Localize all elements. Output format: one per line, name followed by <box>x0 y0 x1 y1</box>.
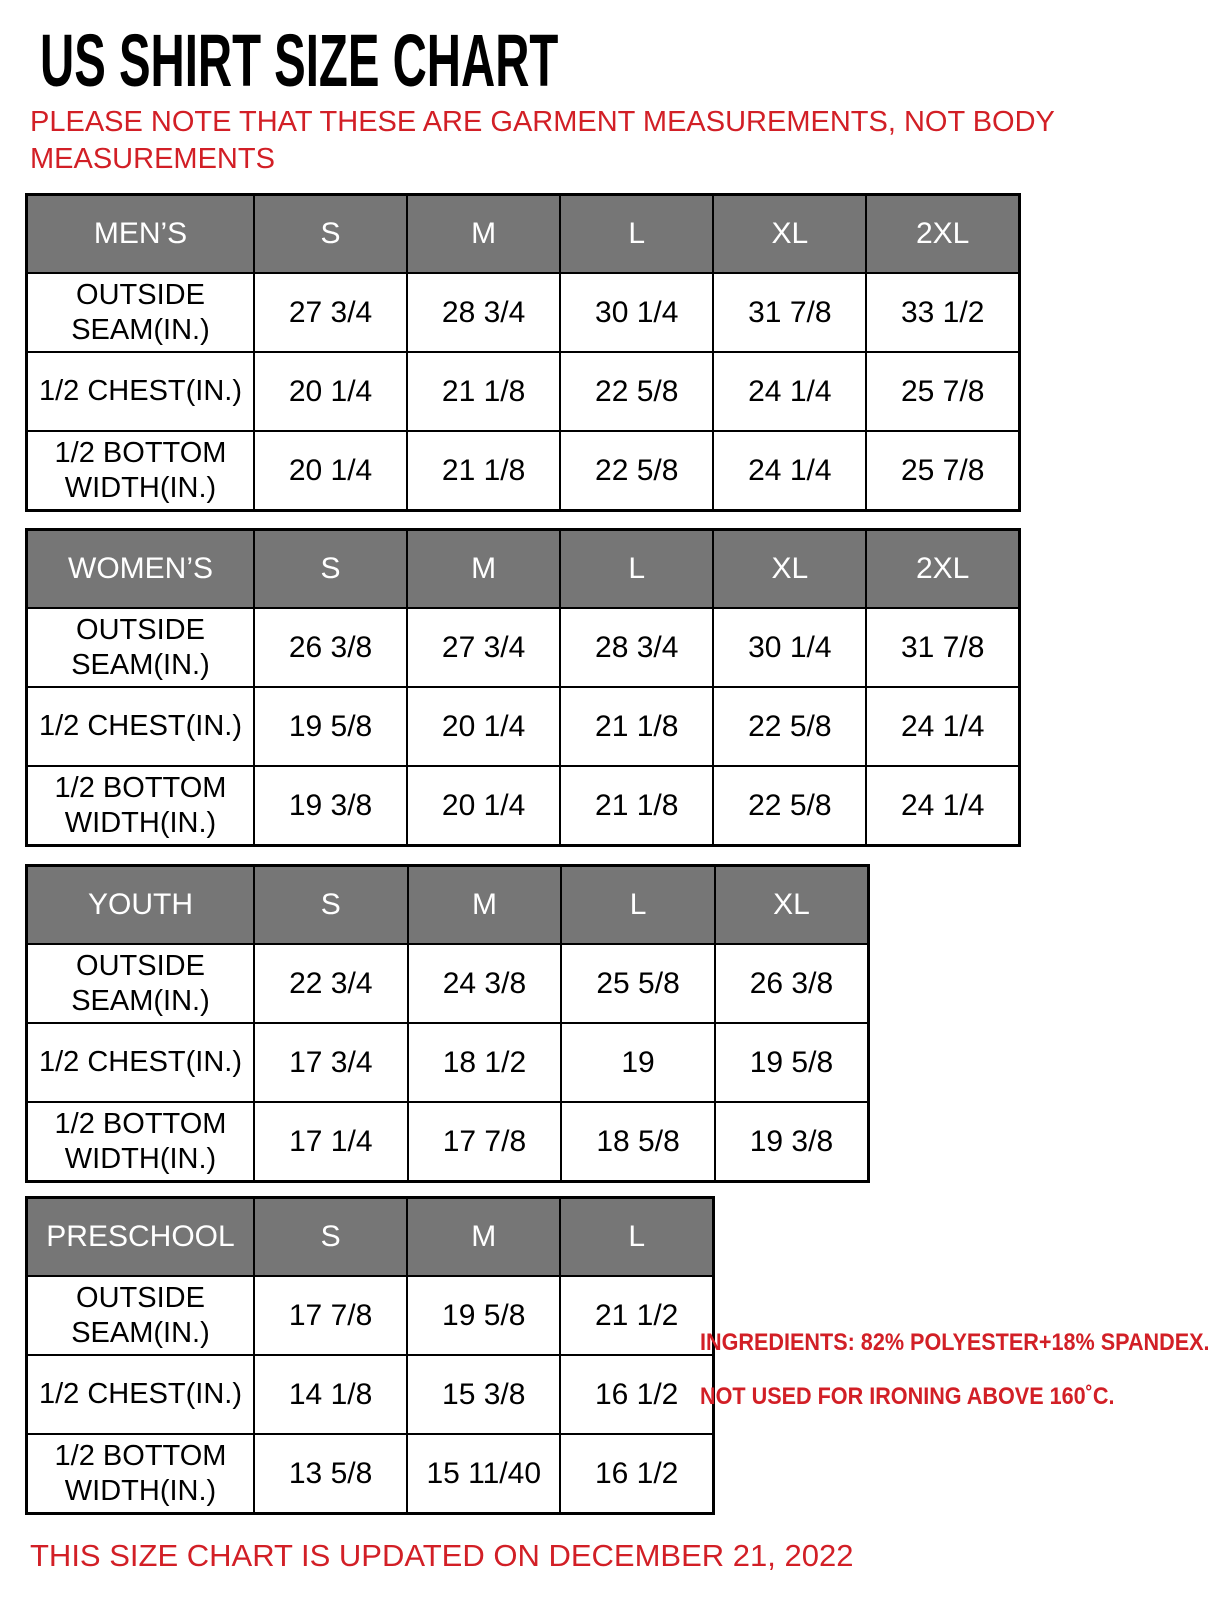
measurement-value: 17 3/4 <box>254 1023 408 1102</box>
group-header-cell: PRESCHOOL <box>27 1198 255 1277</box>
measurement-value: 24 1/4 <box>866 687 1019 766</box>
measurement-value: 21 1/8 <box>407 352 560 431</box>
measurement-value: 19 3/8 <box>715 1102 869 1182</box>
measurement-value: 22 5/8 <box>713 687 866 766</box>
size-header-row <box>27 1198 714 1277</box>
size-column-header: S <box>254 866 408 945</box>
measurement-value: 22 3/4 <box>254 944 408 1023</box>
measurement-label: 1/2 CHEST(IN.) <box>27 1023 255 1102</box>
measurement-value: 21 1/8 <box>560 687 713 766</box>
measurement-value: 25 5/8 <box>561 944 715 1023</box>
size-column-header: L <box>560 530 713 609</box>
preschool-size-table <box>25 1196 715 1515</box>
measurement-value: 21 1/8 <box>407 431 560 511</box>
measurement-value: 15 3/8 <box>407 1355 560 1434</box>
measurement-value: 14 1/8 <box>254 1355 407 1434</box>
measurement-value: 20 1/4 <box>254 352 407 431</box>
measurement-value: 25 7/8 <box>866 352 1019 431</box>
size-column-header: M <box>407 195 560 274</box>
measurement-label: 1/2 CHEST(IN.) <box>27 687 255 766</box>
ingredients-line-2: NOT USED FOR IRONING ABOVE 160˚C. <box>700 1383 1115 1410</box>
size-header-row <box>27 866 869 945</box>
size-column-header: S <box>254 195 407 274</box>
size-column-header: S <box>254 530 407 609</box>
size-header-row <box>27 195 1020 274</box>
measurement-value: 16 1/2 <box>560 1434 713 1514</box>
measurement-value: 20 1/4 <box>407 687 560 766</box>
measurement-value: 28 3/4 <box>407 273 560 352</box>
measurement-row <box>27 1023 869 1102</box>
measurement-label: 1/2 BOTTOM WIDTH(IN.) <box>27 1102 255 1182</box>
measurement-value: 17 7/8 <box>254 1276 407 1355</box>
measurement-row <box>27 766 1020 846</box>
measurement-label: OUTSIDE SEAM(IN.) <box>27 273 255 352</box>
size-column-header: 2XL <box>866 530 1019 609</box>
size-column-header: L <box>561 866 715 945</box>
size-column-header: XL <box>713 195 866 274</box>
measurement-value: 28 3/4 <box>560 608 713 687</box>
measurement-label: 1/2 BOTTOM WIDTH(IN.) <box>27 766 255 846</box>
youth-size-table <box>25 864 870 1183</box>
size-column-header: M <box>407 1198 560 1277</box>
group-header-cell: YOUTH <box>27 866 255 945</box>
garment-measurements-note: PLEASE NOTE THAT THESE ARE GARMENT MEASUREMENTS, NOT BODY MEASUREMENTS <box>30 106 1055 175</box>
update-date-note: THIS SIZE CHART IS UPDATED ON DECEMBER 21, 2022 <box>30 1538 854 1573</box>
measurement-row <box>27 944 869 1023</box>
measurement-value: 19 <box>561 1023 715 1102</box>
measurement-value: 31 7/8 <box>713 273 866 352</box>
measurement-label: 1/2 CHEST(IN.) <box>27 352 255 431</box>
measurement-row <box>27 352 1020 431</box>
measurement-value: 19 5/8 <box>715 1023 869 1102</box>
size-column-header: L <box>560 1198 713 1277</box>
measurement-value: 24 1/4 <box>713 352 866 431</box>
measurement-label: OUTSIDE SEAM(IN.) <box>27 944 255 1023</box>
size-column-header: XL <box>715 866 869 945</box>
measurement-value: 19 3/8 <box>254 766 407 846</box>
group-header-cell: MEN’S <box>27 195 255 274</box>
measurement-value: 21 1/8 <box>560 766 713 846</box>
measurement-value: 18 1/2 <box>408 1023 562 1102</box>
measurement-label: 1/2 CHEST(IN.) <box>27 1355 255 1434</box>
measurement-value: 24 1/4 <box>713 431 866 511</box>
measurement-row <box>27 1276 714 1355</box>
measurement-value: 30 1/4 <box>560 273 713 352</box>
measurement-value: 21 1/2 <box>560 1276 713 1355</box>
womens-size-table <box>25 528 1021 847</box>
ingredients-line-1: INGREDIENTS: 82% POLYESTER+18% SPANDEX. <box>700 1329 1210 1356</box>
measurement-row <box>27 431 1020 511</box>
measurement-label: OUTSIDE SEAM(IN.) <box>27 1276 255 1355</box>
measurement-label: 1/2 BOTTOM WIDTH(IN.) <box>27 431 255 511</box>
measurement-value: 33 1/2 <box>866 273 1019 352</box>
measurement-row <box>27 687 1020 766</box>
size-column-header: S <box>254 1198 407 1277</box>
measurement-value: 15 11/40 <box>407 1434 560 1514</box>
mens-size-table <box>25 193 1021 512</box>
measurement-row <box>27 1102 869 1182</box>
measurement-row <box>27 608 1020 687</box>
measurement-value: 30 1/4 <box>713 608 866 687</box>
measurement-value: 26 3/8 <box>715 944 869 1023</box>
page-title: US SHIRT SIZE CHART <box>40 19 559 102</box>
measurement-value: 25 7/8 <box>866 431 1019 511</box>
measurement-value: 24 1/4 <box>866 766 1019 846</box>
measurement-value: 20 1/4 <box>407 766 560 846</box>
ingredients-note <box>700 1328 1210 1436</box>
measurement-value: 24 3/8 <box>408 944 562 1023</box>
measurement-value: 22 5/8 <box>713 766 866 846</box>
size-column-header: 2XL <box>866 195 1019 274</box>
measurement-value: 22 5/8 <box>560 431 713 511</box>
size-column-header: L <box>560 195 713 274</box>
size-column-header: XL <box>713 530 866 609</box>
measurement-value: 27 3/4 <box>407 608 560 687</box>
measurement-row <box>27 1434 714 1514</box>
measurement-value: 19 5/8 <box>407 1276 560 1355</box>
measurement-value: 19 5/8 <box>254 687 407 766</box>
measurement-value: 16 1/2 <box>560 1355 713 1434</box>
measurement-value: 20 1/4 <box>254 431 407 511</box>
measurement-value: 27 3/4 <box>254 273 407 352</box>
measurement-value: 17 1/4 <box>254 1102 408 1182</box>
measurement-value: 26 3/8 <box>254 608 407 687</box>
group-header-cell: WOMEN’S <box>27 530 255 609</box>
measurement-label: 1/2 BOTTOM WIDTH(IN.) <box>27 1434 255 1514</box>
measurement-row <box>27 1355 714 1434</box>
measurement-value: 18 5/8 <box>561 1102 715 1182</box>
measurement-row <box>27 273 1020 352</box>
measurement-value: 31 7/8 <box>866 608 1019 687</box>
measurement-value: 13 5/8 <box>254 1434 407 1514</box>
size-column-header: M <box>408 866 562 945</box>
measurement-value: 22 5/8 <box>560 352 713 431</box>
measurement-value: 17 7/8 <box>408 1102 562 1182</box>
size-header-row <box>27 530 1020 609</box>
measurement-label: OUTSIDE SEAM(IN.) <box>27 608 255 687</box>
size-column-header: M <box>407 530 560 609</box>
